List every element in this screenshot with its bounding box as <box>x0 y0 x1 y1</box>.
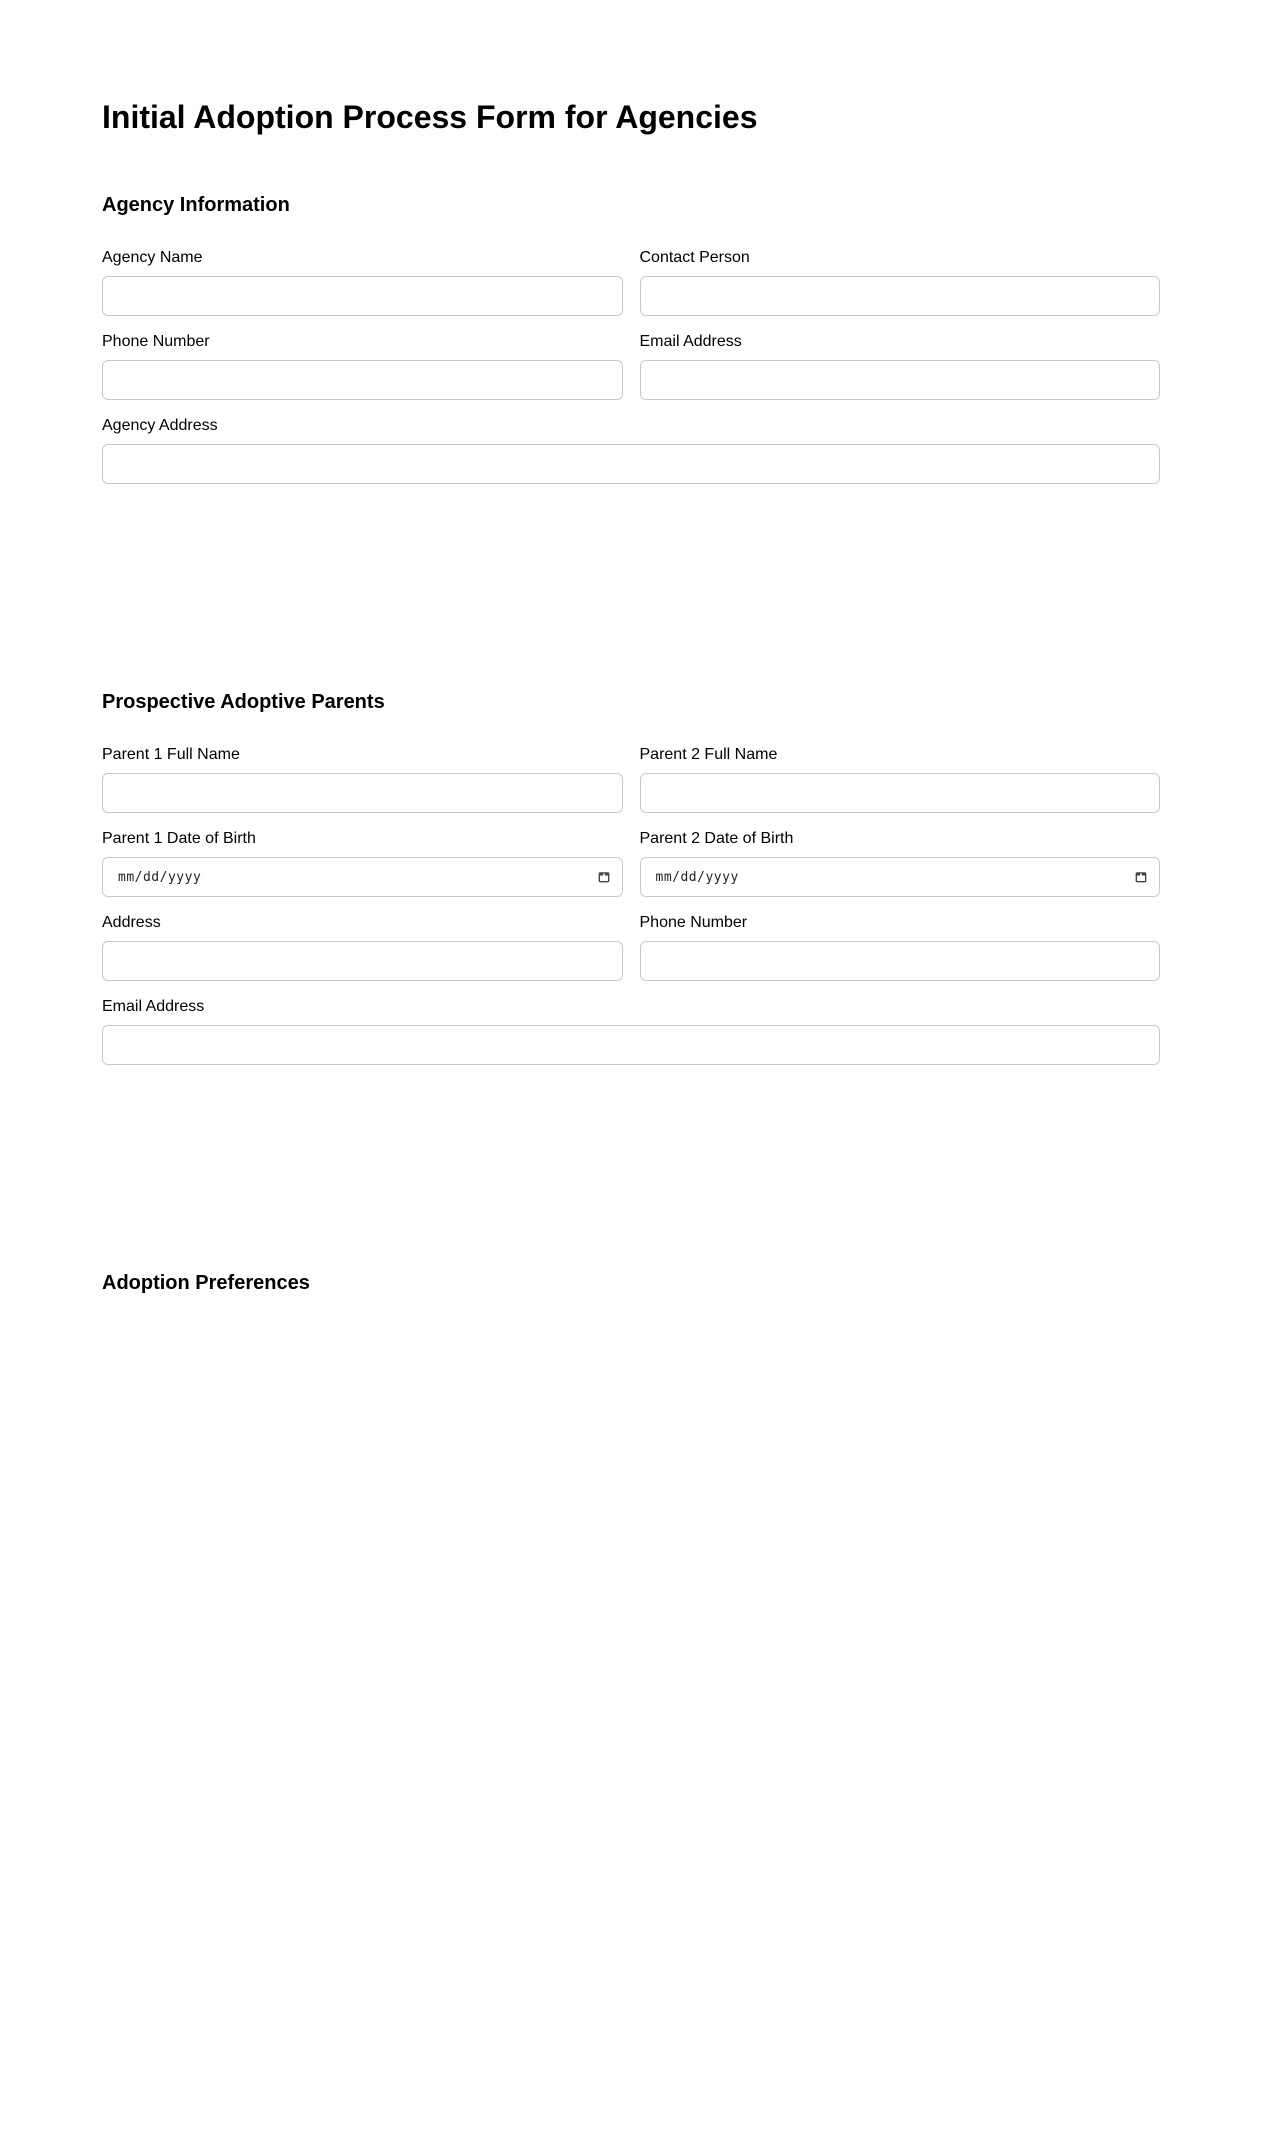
field-parent1-full-name <box>102 745 623 813</box>
form-row <box>102 745 1160 813</box>
field-parents-phone <box>640 913 1161 981</box>
parent1-full-name-input[interactable] <box>102 773 623 813</box>
parents-phone-input[interactable] <box>640 941 1161 981</box>
parents-phone-label: Phone Number <box>639 914 748 931</box>
agency-address-label: Agency Address <box>102 417 218 434</box>
field-agency-phone <box>102 332 623 400</box>
parents-address-input[interactable] <box>102 941 623 981</box>
agency-name-label: Agency Name <box>102 249 203 266</box>
page-title: Initial Adoption Process Form for Agencies <box>102 99 758 135</box>
field-parent1-dob <box>102 829 623 897</box>
field-agency-email <box>640 332 1161 400</box>
agency-phone-input[interactable] <box>102 360 623 400</box>
calendar-icon[interactable] <box>597 870 611 884</box>
date-placeholder-text: mm/dd/yyyy <box>118 869 202 885</box>
parent2-dob-label: Parent 2 Date of Birth <box>639 830 794 847</box>
section-agency-information <box>102 194 1160 484</box>
form-row <box>102 913 1160 981</box>
parent1-dob-input[interactable] <box>102 857 623 897</box>
contact-person-input[interactable] <box>640 276 1161 316</box>
field-parents-email <box>102 997 1160 1065</box>
form-row <box>102 997 1160 1065</box>
form-row <box>102 332 1160 400</box>
parent2-full-name-input[interactable] <box>640 773 1161 813</box>
agency-email-label: Email Address <box>639 333 742 350</box>
parents-email-input[interactable] <box>102 1025 1160 1065</box>
parent2-dob-input[interactable] <box>640 857 1161 897</box>
agency-phone-label: Phone Number <box>102 333 210 350</box>
section-prospective-adoptive-parents <box>102 691 1160 1065</box>
form-row <box>102 416 1160 484</box>
form-row <box>102 829 1160 897</box>
contact-person-label: Contact Person <box>639 249 750 266</box>
form-page <box>0 100 1263 1294</box>
parents-address-label: Address <box>102 914 161 931</box>
field-agency-name <box>102 248 623 316</box>
form-row <box>102 248 1160 316</box>
agency-address-input[interactable] <box>102 444 1160 484</box>
parents-email-label: Email Address <box>102 998 205 1015</box>
section-heading-adoption-preferences: Adoption Preferences <box>102 1272 310 1294</box>
agency-name-input[interactable] <box>102 276 623 316</box>
field-agency-address <box>102 416 1160 484</box>
field-parent2-dob <box>640 829 1161 897</box>
parent2-full-name-label: Parent 2 Full Name <box>639 746 778 763</box>
section-heading-prospective-adoptive-parents: Prospective Adoptive Parents <box>102 691 385 713</box>
section-adoption-preferences <box>102 1272 1160 1294</box>
field-contact-person <box>640 248 1161 316</box>
parent1-full-name-label: Parent 1 Full Name <box>102 746 240 763</box>
field-parents-address <box>102 913 623 981</box>
calendar-icon[interactable] <box>1134 870 1148 884</box>
field-parent2-full-name <box>640 745 1161 813</box>
agency-email-input[interactable] <box>640 360 1161 400</box>
date-placeholder-text: mm/dd/yyyy <box>655 869 739 885</box>
section-heading-agency-information: Agency Information <box>102 194 290 216</box>
parent1-dob-label: Parent 1 Date of Birth <box>102 830 256 847</box>
